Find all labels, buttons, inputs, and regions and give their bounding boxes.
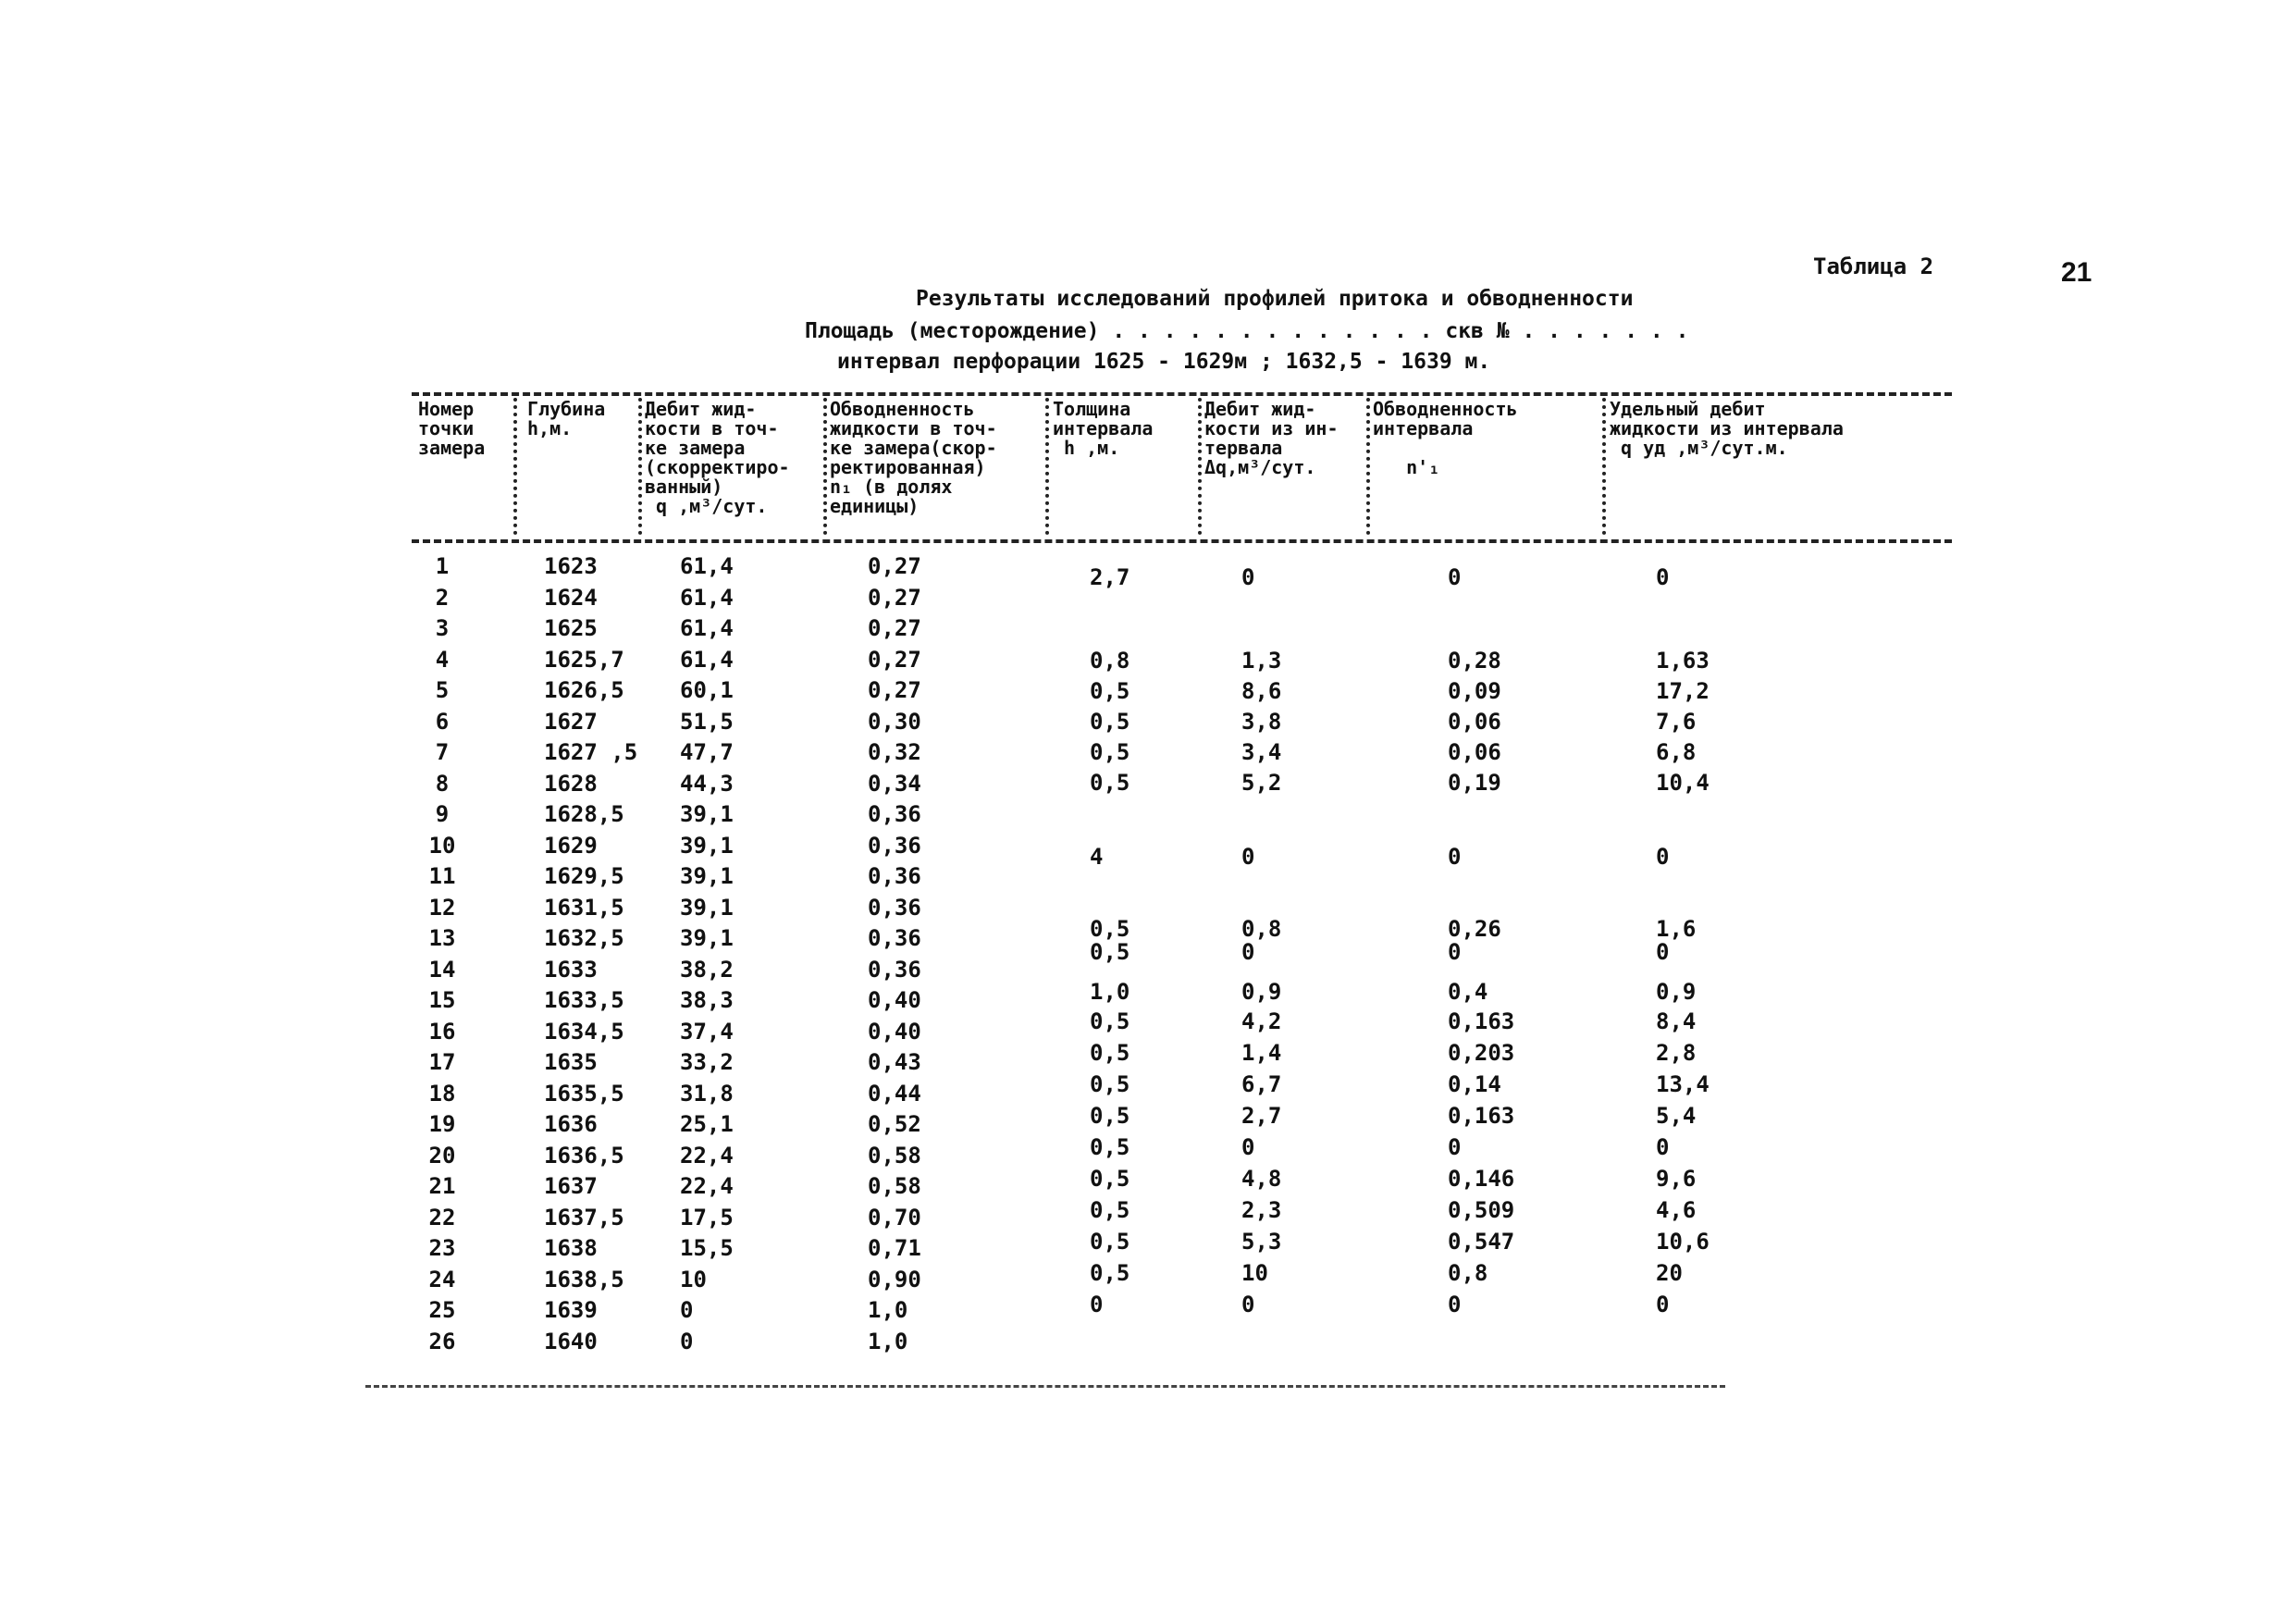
point-number-cell: 8 xyxy=(435,770,450,797)
depth-cell: 1627 xyxy=(544,708,598,735)
point-rate-cell: 61,4 xyxy=(680,584,734,611)
interval-rate-cell: 0,8 xyxy=(1241,916,1282,942)
specific-rate-cell: 0,9 xyxy=(1656,979,1697,1005)
point-number-cell: 11 xyxy=(428,863,456,889)
interval-rate-cell: 3,4 xyxy=(1241,739,1282,765)
interval-rate-cell: 3,8 xyxy=(1241,709,1282,735)
point-rate-cell: 61,4 xyxy=(680,553,734,579)
interval-water-cut-cell: 0,4 xyxy=(1448,979,1488,1005)
depth-cell: 1637,5 xyxy=(544,1204,624,1230)
interval-water-cut-cell: 0,14 xyxy=(1448,1071,1501,1097)
point-rate-cell: 0 xyxy=(680,1328,694,1354)
interval-rate-cell: 1,4 xyxy=(1241,1040,1282,1066)
interval-rate-cell: 5,3 xyxy=(1241,1229,1282,1255)
point-number-cell: 17 xyxy=(428,1049,456,1075)
interval-thickness-cell: 0,5 xyxy=(1090,709,1130,735)
point-rate-cell: 39,1 xyxy=(680,925,734,951)
depth-cell: 1633 xyxy=(544,956,598,983)
point-number-cell: 5 xyxy=(435,677,450,703)
point-rate-cell: 22,4 xyxy=(680,1173,734,1199)
point-water-cut-cell: 0,30 xyxy=(868,708,921,735)
point-water-cut-cell: 0,36 xyxy=(868,956,921,983)
depth-cell: 1637 xyxy=(544,1173,598,1199)
interval-rate-cell: 0 xyxy=(1241,844,1255,870)
point-water-cut-cell: 0,36 xyxy=(868,894,921,921)
perforation-interval-line: интервал перфорации 1625 - 1629м ; 1632,5 - 1639 м. xyxy=(837,350,1491,374)
point-water-cut-cell: 0,32 xyxy=(868,739,921,765)
point-water-cut-cell: 1,0 xyxy=(868,1297,908,1323)
column-separator xyxy=(1198,398,1202,535)
interval-water-cut-cell: 0 xyxy=(1448,1292,1462,1317)
depth-cell: 1633,5 xyxy=(544,987,624,1013)
point-rate-cell: 44,3 xyxy=(680,770,734,797)
point-water-cut-cell: 0,90 xyxy=(868,1266,921,1292)
page-number: 21 xyxy=(2061,257,2092,288)
point-water-cut-cell: 0,58 xyxy=(868,1142,921,1169)
specific-rate-cell: 0 xyxy=(1656,939,1670,965)
interval-thickness-cell: 0,5 xyxy=(1090,1229,1130,1255)
point-water-cut-cell: 0,43 xyxy=(868,1049,921,1075)
specific-rate-cell: 4,6 xyxy=(1656,1197,1697,1223)
point-water-cut-cell: 0,34 xyxy=(868,770,921,797)
depth-cell: 1636,5 xyxy=(544,1142,624,1169)
interval-water-cut-cell: 0,06 xyxy=(1448,739,1501,765)
point-rate-cell: 15,5 xyxy=(680,1235,734,1261)
interval-thickness-cell: 4 xyxy=(1090,844,1104,870)
depth-cell: 1628 xyxy=(544,770,598,797)
column-header-point-number: Номер точки замера xyxy=(418,398,486,459)
interval-thickness-cell: 0,5 xyxy=(1090,770,1130,796)
depth-cell: 1629 xyxy=(544,832,598,859)
point-rate-cell: 33,2 xyxy=(680,1049,734,1075)
point-number-cell: 16 xyxy=(428,1018,456,1045)
point-number-cell: 7 xyxy=(435,739,450,765)
column-header-specific-rate: Удельный дебит жидкости из интервала q уд ,м³/сут.м. xyxy=(1610,398,1844,459)
point-water-cut-cell: 0,40 xyxy=(868,987,921,1013)
specific-rate-cell: 0 xyxy=(1656,1292,1670,1317)
point-water-cut-cell: 0,36 xyxy=(868,863,921,889)
interval-thickness-cell: 0,8 xyxy=(1090,648,1130,674)
interval-thickness-cell: 0,5 xyxy=(1090,1008,1130,1034)
interval-thickness-cell: 0,5 xyxy=(1090,939,1130,965)
point-rate-cell: 10 xyxy=(680,1266,707,1292)
point-number-cell: 4 xyxy=(435,646,450,673)
interval-thickness-cell: 0,5 xyxy=(1090,1197,1130,1223)
interval-thickness-cell: 0,5 xyxy=(1090,1071,1130,1097)
column-header-depth: Глубина h,м. xyxy=(527,398,606,439)
point-number-cell: 13 xyxy=(428,925,456,951)
depth-cell: 1638,5 xyxy=(544,1266,624,1292)
interval-rate-cell: 0,9 xyxy=(1241,979,1282,1005)
depth-cell: 1632,5 xyxy=(544,925,624,951)
point-number-cell: 21 xyxy=(428,1173,456,1199)
table-top-rule xyxy=(412,392,1952,396)
interval-water-cut-cell: 0,09 xyxy=(1448,678,1501,704)
interval-water-cut-cell: 0 xyxy=(1448,844,1462,870)
point-rate-cell: 0 xyxy=(680,1297,694,1323)
point-water-cut-cell: 0,44 xyxy=(868,1080,921,1107)
point-rate-cell: 61,4 xyxy=(680,646,734,673)
specific-rate-cell: 0 xyxy=(1656,564,1670,590)
interval-thickness-cell: 0,5 xyxy=(1090,739,1130,765)
point-rate-cell: 39,1 xyxy=(680,832,734,859)
table-number: Таблица 2 xyxy=(1813,254,1934,279)
interval-thickness-cell: 1,0 xyxy=(1090,979,1130,1005)
depth-cell: 1627 ,5 xyxy=(544,739,638,765)
table-header-rule xyxy=(412,539,1952,543)
interval-rate-cell: 8,6 xyxy=(1241,678,1282,704)
point-rate-cell: 39,1 xyxy=(680,863,734,889)
point-rate-cell: 38,2 xyxy=(680,956,734,983)
point-rate-cell: 31,8 xyxy=(680,1080,734,1107)
point-number-cell: 1 xyxy=(435,553,450,579)
specific-rate-cell: 17,2 xyxy=(1656,678,1710,704)
column-separator xyxy=(823,398,827,535)
specific-rate-cell: 5,4 xyxy=(1656,1103,1697,1129)
specific-rate-cell: 8,4 xyxy=(1656,1008,1697,1034)
interval-rate-cell: 4,2 xyxy=(1241,1008,1282,1034)
point-number-cell: 18 xyxy=(428,1080,456,1107)
column-header-interval-thickness: Толщина интервала h ,м. xyxy=(1053,398,1154,459)
column-header-point-rate: Дебит жид- кости в точ- ке замера (скорректиро- ванный) q ,м³/сут. xyxy=(645,398,790,517)
point-water-cut-cell: 0,58 xyxy=(868,1173,921,1199)
column-separator xyxy=(513,398,517,535)
area-well-line: Площадь (месторождение) . . . . . . . . . . . . . скв № . . . . . . . xyxy=(805,319,1689,343)
interval-rate-cell: 10 xyxy=(1241,1260,1268,1286)
depth-cell: 1635,5 xyxy=(544,1080,624,1107)
point-rate-cell: 38,3 xyxy=(680,987,734,1013)
interval-water-cut-cell: 0,163 xyxy=(1448,1103,1515,1129)
specific-rate-cell: 10,6 xyxy=(1656,1229,1710,1255)
point-number-cell: 19 xyxy=(428,1111,456,1137)
depth-cell: 1625 xyxy=(544,615,598,641)
point-number-cell: 10 xyxy=(428,832,456,859)
depth-cell: 1623 xyxy=(544,553,598,579)
point-water-cut-cell: 0,36 xyxy=(868,925,921,951)
depth-cell: 1625,7 xyxy=(544,646,624,673)
depth-cell: 1635 xyxy=(544,1049,598,1075)
column-separator xyxy=(638,398,642,535)
depth-cell: 1626,5 xyxy=(544,677,624,703)
interval-thickness-cell: 0,5 xyxy=(1090,916,1130,942)
interval-water-cut-cell: 0,06 xyxy=(1448,709,1501,735)
interval-water-cut-cell: 0 xyxy=(1448,939,1462,965)
specific-rate-cell: 13,4 xyxy=(1656,1071,1710,1097)
interval-thickness-cell: 0,5 xyxy=(1090,1103,1130,1129)
point-water-cut-cell: 0,71 xyxy=(868,1235,921,1261)
point-water-cut-cell: 0,52 xyxy=(868,1111,921,1137)
point-water-cut-cell: 0,27 xyxy=(868,615,921,641)
point-water-cut-cell: 1,0 xyxy=(868,1328,908,1354)
point-number-cell: 25 xyxy=(428,1297,456,1323)
point-number-cell: 2 xyxy=(435,584,450,611)
depth-cell: 1624 xyxy=(544,584,598,611)
interval-water-cut-cell: 0 xyxy=(1448,564,1462,590)
point-water-cut-cell: 0,27 xyxy=(868,646,921,673)
interval-water-cut-cell: 0 xyxy=(1448,1134,1462,1160)
interval-rate-cell: 0 xyxy=(1241,1134,1255,1160)
interval-rate-cell: 4,8 xyxy=(1241,1166,1282,1192)
depth-cell: 1640 xyxy=(544,1328,598,1354)
point-number-cell: 9 xyxy=(435,801,450,827)
specific-rate-cell: 2,8 xyxy=(1656,1040,1697,1066)
depth-cell: 1631,5 xyxy=(544,894,624,921)
interval-water-cut-cell: 0,146 xyxy=(1448,1166,1515,1192)
specific-rate-cell: 20 xyxy=(1656,1260,1683,1286)
interval-rate-cell: 5,2 xyxy=(1241,770,1282,796)
interval-water-cut-cell: 0,547 xyxy=(1448,1229,1515,1255)
column-separator xyxy=(1366,398,1370,535)
point-number-cell: 14 xyxy=(428,956,456,983)
point-rate-cell: 61,4 xyxy=(680,615,734,641)
interval-rate-cell: 0 xyxy=(1241,564,1255,590)
column-header-interval-water-cut: Обводненность интервала n'₁ xyxy=(1373,398,1518,478)
interval-water-cut-cell: 0,26 xyxy=(1448,916,1501,942)
table-title: Результаты исследований профилей притока и обводненности xyxy=(916,287,1634,311)
specific-rate-cell: 10,4 xyxy=(1656,770,1710,796)
point-water-cut-cell: 0,27 xyxy=(868,677,921,703)
interval-rate-cell: 2,7 xyxy=(1241,1103,1282,1129)
specific-rate-cell: 0 xyxy=(1656,844,1670,870)
interval-water-cut-cell: 0,28 xyxy=(1448,648,1501,674)
specific-rate-cell: 0 xyxy=(1656,1134,1670,1160)
interval-water-cut-cell: 0,163 xyxy=(1448,1008,1515,1034)
point-number-cell: 24 xyxy=(428,1266,456,1292)
point-rate-cell: 51,5 xyxy=(680,708,734,735)
point-number-cell: 15 xyxy=(428,987,456,1013)
specific-rate-cell: 6,8 xyxy=(1656,739,1697,765)
point-water-cut-cell: 0,40 xyxy=(868,1018,921,1045)
point-rate-cell: 39,1 xyxy=(680,801,734,827)
interval-water-cut-cell: 0,509 xyxy=(1448,1197,1515,1223)
table-bottom-rule xyxy=(365,1385,1725,1388)
column-separator xyxy=(1602,398,1606,535)
specific-rate-cell: 1,63 xyxy=(1656,648,1710,674)
interval-rate-cell: 6,7 xyxy=(1241,1071,1282,1097)
depth-cell: 1629,5 xyxy=(544,863,624,889)
depth-cell: 1634,5 xyxy=(544,1018,624,1045)
depth-cell: 1639 xyxy=(544,1297,598,1323)
interval-rate-cell: 0 xyxy=(1241,1292,1255,1317)
point-rate-cell: 22,4 xyxy=(680,1142,734,1169)
point-number-cell: 6 xyxy=(435,708,450,735)
interval-rate-cell: 2,3 xyxy=(1241,1197,1282,1223)
point-rate-cell: 47,7 xyxy=(680,739,734,765)
point-water-cut-cell: 0,27 xyxy=(868,584,921,611)
interval-rate-cell: 1,3 xyxy=(1241,648,1282,674)
column-header-interval-rate: Дебит жид- кости из ин- тервала Δq,м³/сут. xyxy=(1204,398,1339,478)
point-rate-cell: 37,4 xyxy=(680,1018,734,1045)
interval-thickness-cell: 0,5 xyxy=(1090,678,1130,704)
interval-thickness-cell: 0 xyxy=(1090,1292,1104,1317)
depth-cell: 1638 xyxy=(544,1235,598,1261)
point-water-cut-cell: 0,70 xyxy=(868,1204,921,1230)
point-rate-cell: 25,1 xyxy=(680,1111,734,1137)
point-number-cell: 12 xyxy=(428,894,456,921)
interval-thickness-cell: 2,7 xyxy=(1090,564,1130,590)
specific-rate-cell: 1,6 xyxy=(1656,916,1697,942)
point-number-cell: 23 xyxy=(428,1235,456,1261)
point-rate-cell: 60,1 xyxy=(680,677,734,703)
point-water-cut-cell: 0,36 xyxy=(868,801,921,827)
point-rate-cell: 17,5 xyxy=(680,1204,734,1230)
column-separator xyxy=(1045,398,1049,535)
specific-rate-cell: 9,6 xyxy=(1656,1166,1697,1192)
interval-rate-cell: 0 xyxy=(1241,939,1255,965)
depth-cell: 1628,5 xyxy=(544,801,624,827)
point-rate-cell: 39,1 xyxy=(680,894,734,921)
interval-thickness-cell: 0,5 xyxy=(1090,1134,1130,1160)
point-number-cell: 3 xyxy=(435,615,450,641)
point-number-cell: 26 xyxy=(428,1328,456,1354)
point-number-cell: 20 xyxy=(428,1142,456,1169)
interval-thickness-cell: 0,5 xyxy=(1090,1040,1130,1066)
depth-cell: 1636 xyxy=(544,1111,598,1137)
point-water-cut-cell: 0,27 xyxy=(868,553,921,579)
point-number-cell: 22 xyxy=(428,1204,456,1230)
interval-water-cut-cell: 0,19 xyxy=(1448,770,1501,796)
interval-water-cut-cell: 0,8 xyxy=(1448,1260,1488,1286)
interval-thickness-cell: 0,5 xyxy=(1090,1166,1130,1192)
specific-rate-cell: 7,6 xyxy=(1656,709,1697,735)
column-header-point-water-cut: Обводненность жидкости в точ- ке замера(скор- ректированная) n₁ (в долях единицы) xyxy=(830,398,997,517)
point-water-cut-cell: 0,36 xyxy=(868,832,921,859)
interval-thickness-cell: 0,5 xyxy=(1090,1260,1130,1286)
interval-water-cut-cell: 0,203 xyxy=(1448,1040,1515,1066)
